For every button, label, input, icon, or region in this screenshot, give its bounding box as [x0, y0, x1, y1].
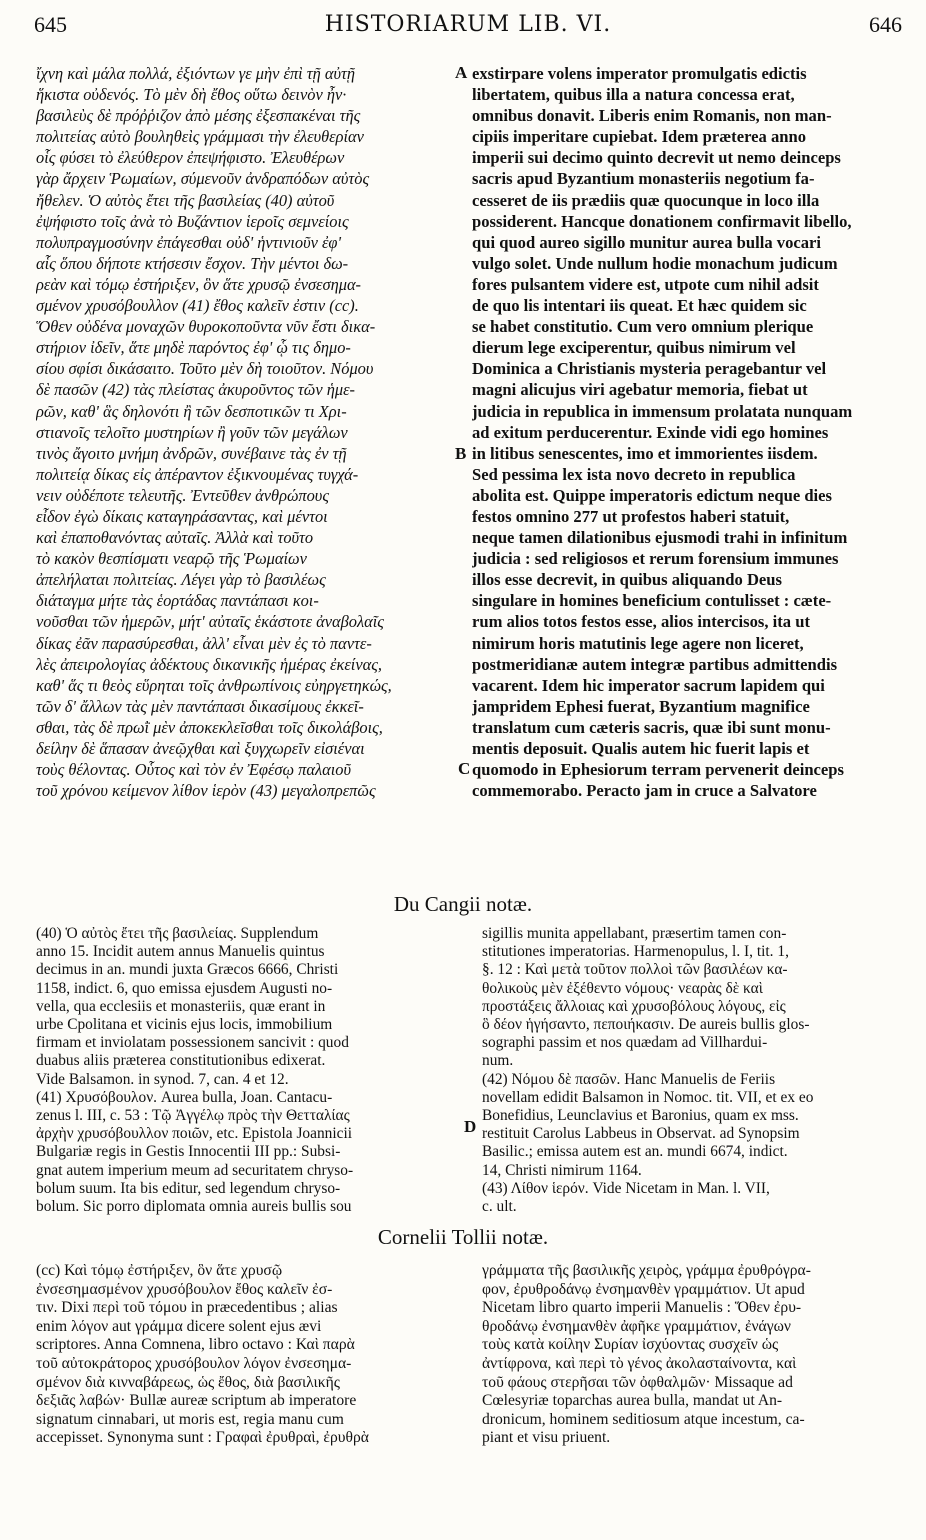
page-number-right: 646 — [869, 12, 902, 37]
text-line: δεξιᾶς λαβών· Bullæ aureæ scriptum ab imperatore — [36, 1392, 357, 1410]
text-line: (42) Νόμου δὲ πασῶν. Hanc Manuelis de Feriis — [482, 1070, 776, 1088]
tollius-notes-heading: Cornelii Tollii notæ. — [377, 1225, 549, 1249]
text-line: ἀντίφρονα, καὶ περὶ τὸ γένος ἀκολασταίνοντα, καὶ — [482, 1354, 797, 1372]
text-line: restituit Carolus Labbeus in Observat. ad Synopsim — [482, 1125, 800, 1143]
text-line: vella, qua ecclesiis et monasteriis, quæ erant in — [36, 997, 326, 1015]
margin-letter-a: A — [455, 63, 468, 82]
text-line: σμένον διὰ κινναβάρεως, ὡς ἔθος, διὰ βασιλικῆς — [36, 1373, 340, 1391]
text-line: translatum cum cæteris sacris, quæ ibi sunt monu- — [472, 717, 831, 737]
text-line: τοῦ αὐτοκράτορος χρυσόβουλον λόγον ἐνσεσημα- — [36, 1354, 352, 1372]
text-line: ad exitum perducerentur. Exinde vidi ego homines — [472, 422, 829, 442]
text-line: τοῦ χρόνου κείμενον λίθον ἱερὸν (43) μεγαλοπρεπῶς — [36, 781, 376, 801]
text-line: decimus in an. mundi juxta Græcos 6666, Christi — [36, 961, 339, 979]
text-line: qui quod aureo sigillo munitur aurea bulla vocari — [472, 232, 822, 252]
text-line: ρεὰν καὶ τόμῳ ἐστήριξεν, ὃν ἅτε χρυσῷ ἐνσεσημα- — [36, 274, 362, 294]
text-line: δίκας ἐᾶν παρασύρεσθαι, ἀλλ' εἶναι μὲν ἐς τὸ παντε- — [36, 633, 372, 653]
text-line: 1158, indict. 6, quo emissa ejusdem Augusti no- — [36, 979, 333, 997]
text-line: festos omnino 277 ut profestos haberi statuit, — [472, 506, 790, 526]
text-line: in litibus senescentes, imo et immorientes iisdem. — [472, 443, 818, 463]
text-line: Bonefidius, Leunclavius et Baronius, quam ex mss. — [482, 1107, 799, 1125]
text-line: dierum lege exciperentur, quibus nimirum vel — [472, 338, 796, 358]
text-line: θολικοὺς μὲν ἐξέθεντο νόμους· νεαρὰς δὲ καὶ — [482, 979, 763, 997]
text-line: signatum cinnabari, ut moris est, regia manu cum — [36, 1410, 344, 1428]
text-line: Basilic.; emissa autem est an. mundi 6674, indict. — [482, 1143, 788, 1161]
text-line: urbe Cpolitana et vicinis ejus locis, immobilium — [36, 1016, 333, 1034]
text-line: ἀρχὴν χρυσόβουλλον ποιῶν, etc. Epistola Joannicii — [36, 1125, 353, 1143]
tollius-notes-right-column — [482, 1262, 900, 1448]
text-line: Ὅθεν οὐδένα μοναχῶν θυροκοποῦντα νῦν ἔστι δικα- — [36, 317, 376, 337]
text-line: (41) Χρυσόβουλον. Aurea bulla, Joan. Cantacu- — [36, 1088, 333, 1106]
text-line: τοῦ φάους στερῆσαι τῶν ὀφθαλμῶν· Missaque ad — [482, 1373, 793, 1391]
text-line: imperii sui decimo quinto decrevit ut nemo deinceps — [472, 148, 841, 168]
text-line: (40) Ὁ αὐτὸς ἔτει τῆς βασιλείας. Supplendum — [36, 925, 319, 942]
text-line: postmeridianæ autem integræ partibus admittendis — [472, 654, 838, 674]
text-line: quomodo in Ephesiorum terram pervenerit deinceps — [472, 760, 844, 780]
text-line: vulgo solet. Unde nullum hodie monachum judicum — [472, 253, 838, 273]
text-line: καὶ ἐπαποθανόντας αὐταῖς. Ἀλλὰ καὶ τοῦτο — [36, 528, 314, 548]
text-line: jampridem Ephesi fuerat, Byzantium magnifice — [472, 696, 810, 716]
text-line: 14, Christi nimirum 1164. — [482, 1161, 642, 1179]
text-line: sacris apud Byzantium monasteriis negotium fa- — [472, 169, 815, 189]
text-line: Nicetam libro quarto imperii Manuelis : Ὅθεν ἐρυ- — [482, 1299, 802, 1317]
text-line: judicia in republica in immensum prolatata nunquam — [472, 401, 853, 421]
text-line: cipiis imperitare cupiebat. Idem præterea anno — [472, 127, 806, 147]
text-line: σμένον χρυσόβουλλον (41) ἔθος καλεῖν ἐστιν (cc). — [36, 296, 359, 316]
text-line: θροδάνῳ ἐνσημανθὲν ἀφῆκε γραμμάτιον, ἐνάγων — [482, 1317, 791, 1335]
text-line: στιανοῖς τελοῖτο μυστηρίων ἢ γοῦν τῶν μεγάλων — [36, 422, 348, 442]
text-line: πολυπραγμοσύνην ἐπάγεσθαι οὐδ' ἡντινιοῦν ἐφ' — [36, 232, 341, 252]
text-line: rum alios totos festos esse, alios intercisos, ita ut — [472, 612, 810, 632]
text-line: c. ult. — [482, 1198, 517, 1216]
text-line: magni alicujus viri agebatur memoria, fiebat ut — [472, 380, 808, 400]
tollius-notes-left-column — [36, 1262, 456, 1448]
text-line: singulare in homines beneficium contulisset : cæte- — [472, 591, 832, 611]
text-line: fores pulsantem videre est, utpote cum nihil adsit — [472, 274, 819, 294]
greek-text-column — [36, 63, 456, 801]
latin-text-column — [472, 63, 900, 801]
text-line: possiderent. Hancque donationem confirmavit libello, — [472, 211, 852, 231]
text-line: novellam edidit Balsamon in Nomoc. tit. VII, et ex eo — [482, 1088, 814, 1106]
text-line: libertatem, quibus illa a natura concessa erat, — [472, 85, 795, 105]
text-line: ἴχνη καὶ μάλα πολλά, ἐξιόντων γε μὴν ἐπὶ τῇ αὐτῇ — [36, 64, 356, 83]
text-line: ὃ δέον ἡγήσαντο, πεποιήκασιν. De aureis bullis glos- — [482, 1016, 810, 1034]
text-line: τινὸς ἄγοιτο μνήμη ἀνδρῶν, συνέβαινε τὰς ἐν τῇ — [36, 443, 347, 463]
text-line: exstirpare volens imperator promulgatis edictis — [472, 64, 807, 83]
text-line: σίου σφίσι δικάσαιτο. Τοῦτο μὲν δὴ τοιοῦτον. Νόμου — [36, 359, 374, 379]
text-line: commemorabo. Peracto jam in cruce a Salvatore — [472, 781, 817, 801]
text-line: καθ' ἅς τι θεὸς εὕρηται τοῖς ἀνθρωπίνοις εὐηργετηκώς, — [36, 675, 392, 695]
text-line: duabus aliis præterea constitutionibus edixerat. — [36, 1052, 326, 1070]
text-line: accepisset. Synonyma sunt : Γραφαὶ ἐρυθραὶ, ἐρυθρὰ — [36, 1429, 369, 1447]
text-line: piant et visu priuent. — [482, 1429, 611, 1447]
text-line: firmam et inviolatam possessionem sancivit : quod — [36, 1034, 349, 1052]
text-line: λὲς ἀπειρολογίας ἀδέκτους δικανικῆς ἡμέρας ἐκείνας, — [36, 654, 382, 674]
text-line: τοὺς κατὰ κοίλην Συρίαν ἰσχύοντας συσχεῖν ὡς — [482, 1336, 779, 1354]
text-line: εἶδον ἐγὼ δίκαις καταγηράσαντας, καὶ μέντοι — [36, 506, 328, 526]
du-cange-notes-right-column — [482, 925, 900, 1216]
text-line: τῶν δ' ἄλλων τὰς μὲν παντάπασι δικασίμους ἐκκεῖ- — [36, 696, 364, 716]
text-line: illos esse decrevit, in quibus aliquando Deus — [472, 570, 782, 590]
text-line: σθαι, τὰς δὲ πρωῒ μὲν ἀποκεκλεῖσθαι τοῖς δικολάβοις, — [36, 717, 383, 737]
margin-letter-c: C — [458, 759, 471, 778]
text-line: vacarent. Idem hic imperator sacrum lapidem qui — [472, 675, 825, 695]
text-line: Bulgariæ regis in Gestis Innocentii III pp.: Subsi- — [36, 1143, 341, 1161]
running-title: HISTORIARUM LIB. VI. — [324, 12, 612, 37]
text-line: οἷς φύσει τὸ ἐλεύθερον ἐπεψήφιστο. Ἐλευθέρων — [36, 148, 345, 168]
text-line: νοῦσθαι τῶν ἡμερῶν, μήτ' αὐταῖς ἑκάστοτε ἀναβολαῖς — [36, 612, 384, 632]
text-line: Cœlesyriæ toparchas aurea bulla, mandat ut An- — [482, 1392, 783, 1410]
page-number-left: 645 — [34, 12, 67, 37]
text-line: judicia : sed religiosos et rerum forensium immunes — [472, 549, 839, 569]
text-line: τιν. Dixi περὶ τοῦ τόμου in præcedentibus ; alias — [36, 1299, 338, 1317]
text-line: bolum suum. Ita bis editur, sed legendum chryso- — [36, 1179, 341, 1197]
text-line: §. 12 : Καὶ μετὰ τοῦτον πολλοὶ τῶν βασιλέων κα- — [482, 961, 788, 979]
text-line: ἐψήφιστο τοῖς ἀνὰ τὸ Βυζάντιον ἱεροῖς σεμνείοις — [36, 211, 349, 231]
text-line: sographi passim et nos quædam ad Villhardui- — [482, 1034, 768, 1052]
text-line: Vide Balsamon. in synod. 7, can. 4 et 12. — [36, 1070, 289, 1088]
margin-letter-b: B — [455, 444, 467, 463]
text-line: δὲ πασῶν (42) τὰς πλείστας ἀκυροῦντος τῶν ἡμε- — [36, 380, 356, 400]
du-cange-notes-left-column — [36, 925, 456, 1216]
text-line: προστάξεις ἄλλοιας καὶ χρυσοβόλους λόγους, εἰς — [482, 997, 786, 1015]
text-line: stitutiones imperatorias. Harmenopulus, l. I, tit. 1, — [482, 943, 789, 961]
text-line: αἷς ὅπου δήποτε κτήσεσιν ἔσχον. Τὴν μέντοι δω- — [36, 253, 349, 273]
text-line: τὸ κακὸν θεσπίσματι νεαρῷ τῆς Ῥωμαίων — [36, 549, 307, 569]
text-line: πολιτείας αὐτὸ βουληθεὶς γράμμασι τὴν ἐλευθερίαν — [36, 127, 364, 147]
text-line: dronicum, hominem seditiosum atque incestum, ca- — [482, 1410, 805, 1428]
text-line: abolita est. Quippe imperatoris edictum neque dies — [472, 485, 832, 505]
text-line: se habet constitutio. Cum vero omnium plerique — [472, 317, 814, 337]
margin-letter-d: D — [464, 1117, 477, 1136]
text-line: ἀπελήλαται πολιτείας. Λέγει γὰρ τὸ βασιλέως — [36, 570, 326, 590]
text-line: ἐνσεσημασμένον χρυσόβουλον ἔθος καλεῖν ἐσ- — [36, 1280, 333, 1298]
text-line: zenus l. III, c. 53 : Τῷ Ἀγγέλῳ πρὸς τὴν Θετταλίας — [36, 1107, 350, 1125]
text-line: ρῶν, καθ' ἃς δηλονότι ἢ τῶν δεσποτικῶν τι Χρι- — [36, 401, 347, 421]
text-line: de quo lis intentari iis queat. Et hæc quidem sic — [472, 296, 807, 316]
text-line: nimirum horis matutinis lege agere non liceret, — [472, 633, 804, 653]
text-line: anno 15. Incidit autem annus Manuelis quintus — [36, 943, 325, 961]
text-line: ἥκιστα οὐδενός. Τὸ μὲν δὴ ἔθος οὕτω δεινὸν ἦν· — [36, 85, 347, 105]
text-line: δείλην δὲ ἅπασαν ἀνεῷχθαι καὶ ξυγχωρεῖν εἰσιέναι — [36, 739, 365, 758]
text-line: (43) Λίθον ἱερόν. Vide Nicetam in Man. l. VII, — [482, 1179, 770, 1197]
text-line: mentis deposuit. Qualis autem hic fuerit lapis et — [472, 739, 810, 758]
text-line: neque tamen dilationibus ejusmodi trahi in infinitum — [472, 528, 848, 548]
text-line: γὰρ ἄρχειν Ῥωμαίων, σύμενοῦν ἀνδραπόδων αὐτὸς — [36, 169, 370, 189]
text-line: γράμματα τῆς βασιλικῆς χειρὸς, γράμμα ἐρυθρόγρα- — [482, 1262, 811, 1279]
text-line: gnat autem imperium meum ad securitatem chryso- — [36, 1161, 354, 1179]
text-line: φον, ἐρυθροδάνῳ ἐνσημανθὲν γραμμάτιον. Ut apud — [482, 1280, 805, 1298]
text-line: βασιλεὺς δὲ πρόῤῥιζον ἀπὸ μέσης ἐξεσπακέναι τῆς — [36, 106, 361, 126]
text-line: omnibus donavit. Liberis enim Romanis, non man- — [472, 106, 832, 126]
text-line: Dominica a Christianis mysteria peragebantur vel — [472, 359, 827, 379]
text-line: cesseret de iis prædiis quæ quocunque in loco illa — [472, 190, 820, 210]
text-line: Sed pessima lex ista novo decreto in republica — [472, 464, 796, 484]
text-line: διάταγμα μήτε τὰς ἑορτάδας παντάπασι κοι- — [36, 591, 319, 611]
text-line: (cc) Καὶ τόμῳ ἐστήριξεν, ὃν ἅτε χρυσῷ — [36, 1262, 283, 1279]
text-line: στήριον ἰδεῖν, ἅτε μηδὲ παρόντος ἐφ' ᾧ τις δημο- — [36, 338, 351, 358]
text-line: scriptores. Anna Comnena, libro octavo : Καὶ παρὰ — [36, 1336, 355, 1354]
text-line: πολιτείᾳ δίκας εἰς ἀπέραντον ἐξικνουμένας τυγχά- — [36, 464, 359, 484]
text-line: sigillis munita appellabant, præsertim tamen con- — [482, 925, 787, 942]
text-line: bolum. Sic porro diplomata omnia aureis bullis sou — [36, 1198, 352, 1216]
text-line: τοὺς θέλοντας. Οὗτος καὶ τὸν ἐν Ἐφέσῳ παλαιοῦ — [36, 760, 351, 780]
text-line: νειν οὐδέποτε τελευτῆς. Ἐντεῦθεν ἀνθρώπους — [36, 485, 329, 505]
text-line: ἤθελεν. Ὁ αὐτὸς ἔτει τῆς βασιλείας (40) αὐτοῦ — [36, 190, 335, 210]
page-header — [34, 10, 902, 50]
text-line: num. — [482, 1052, 514, 1070]
du-cange-notes-heading: Du Cangii notæ. — [393, 892, 533, 916]
text-line: enim λόγον aut γράμμα dicere solent ejus ævi — [36, 1317, 322, 1335]
